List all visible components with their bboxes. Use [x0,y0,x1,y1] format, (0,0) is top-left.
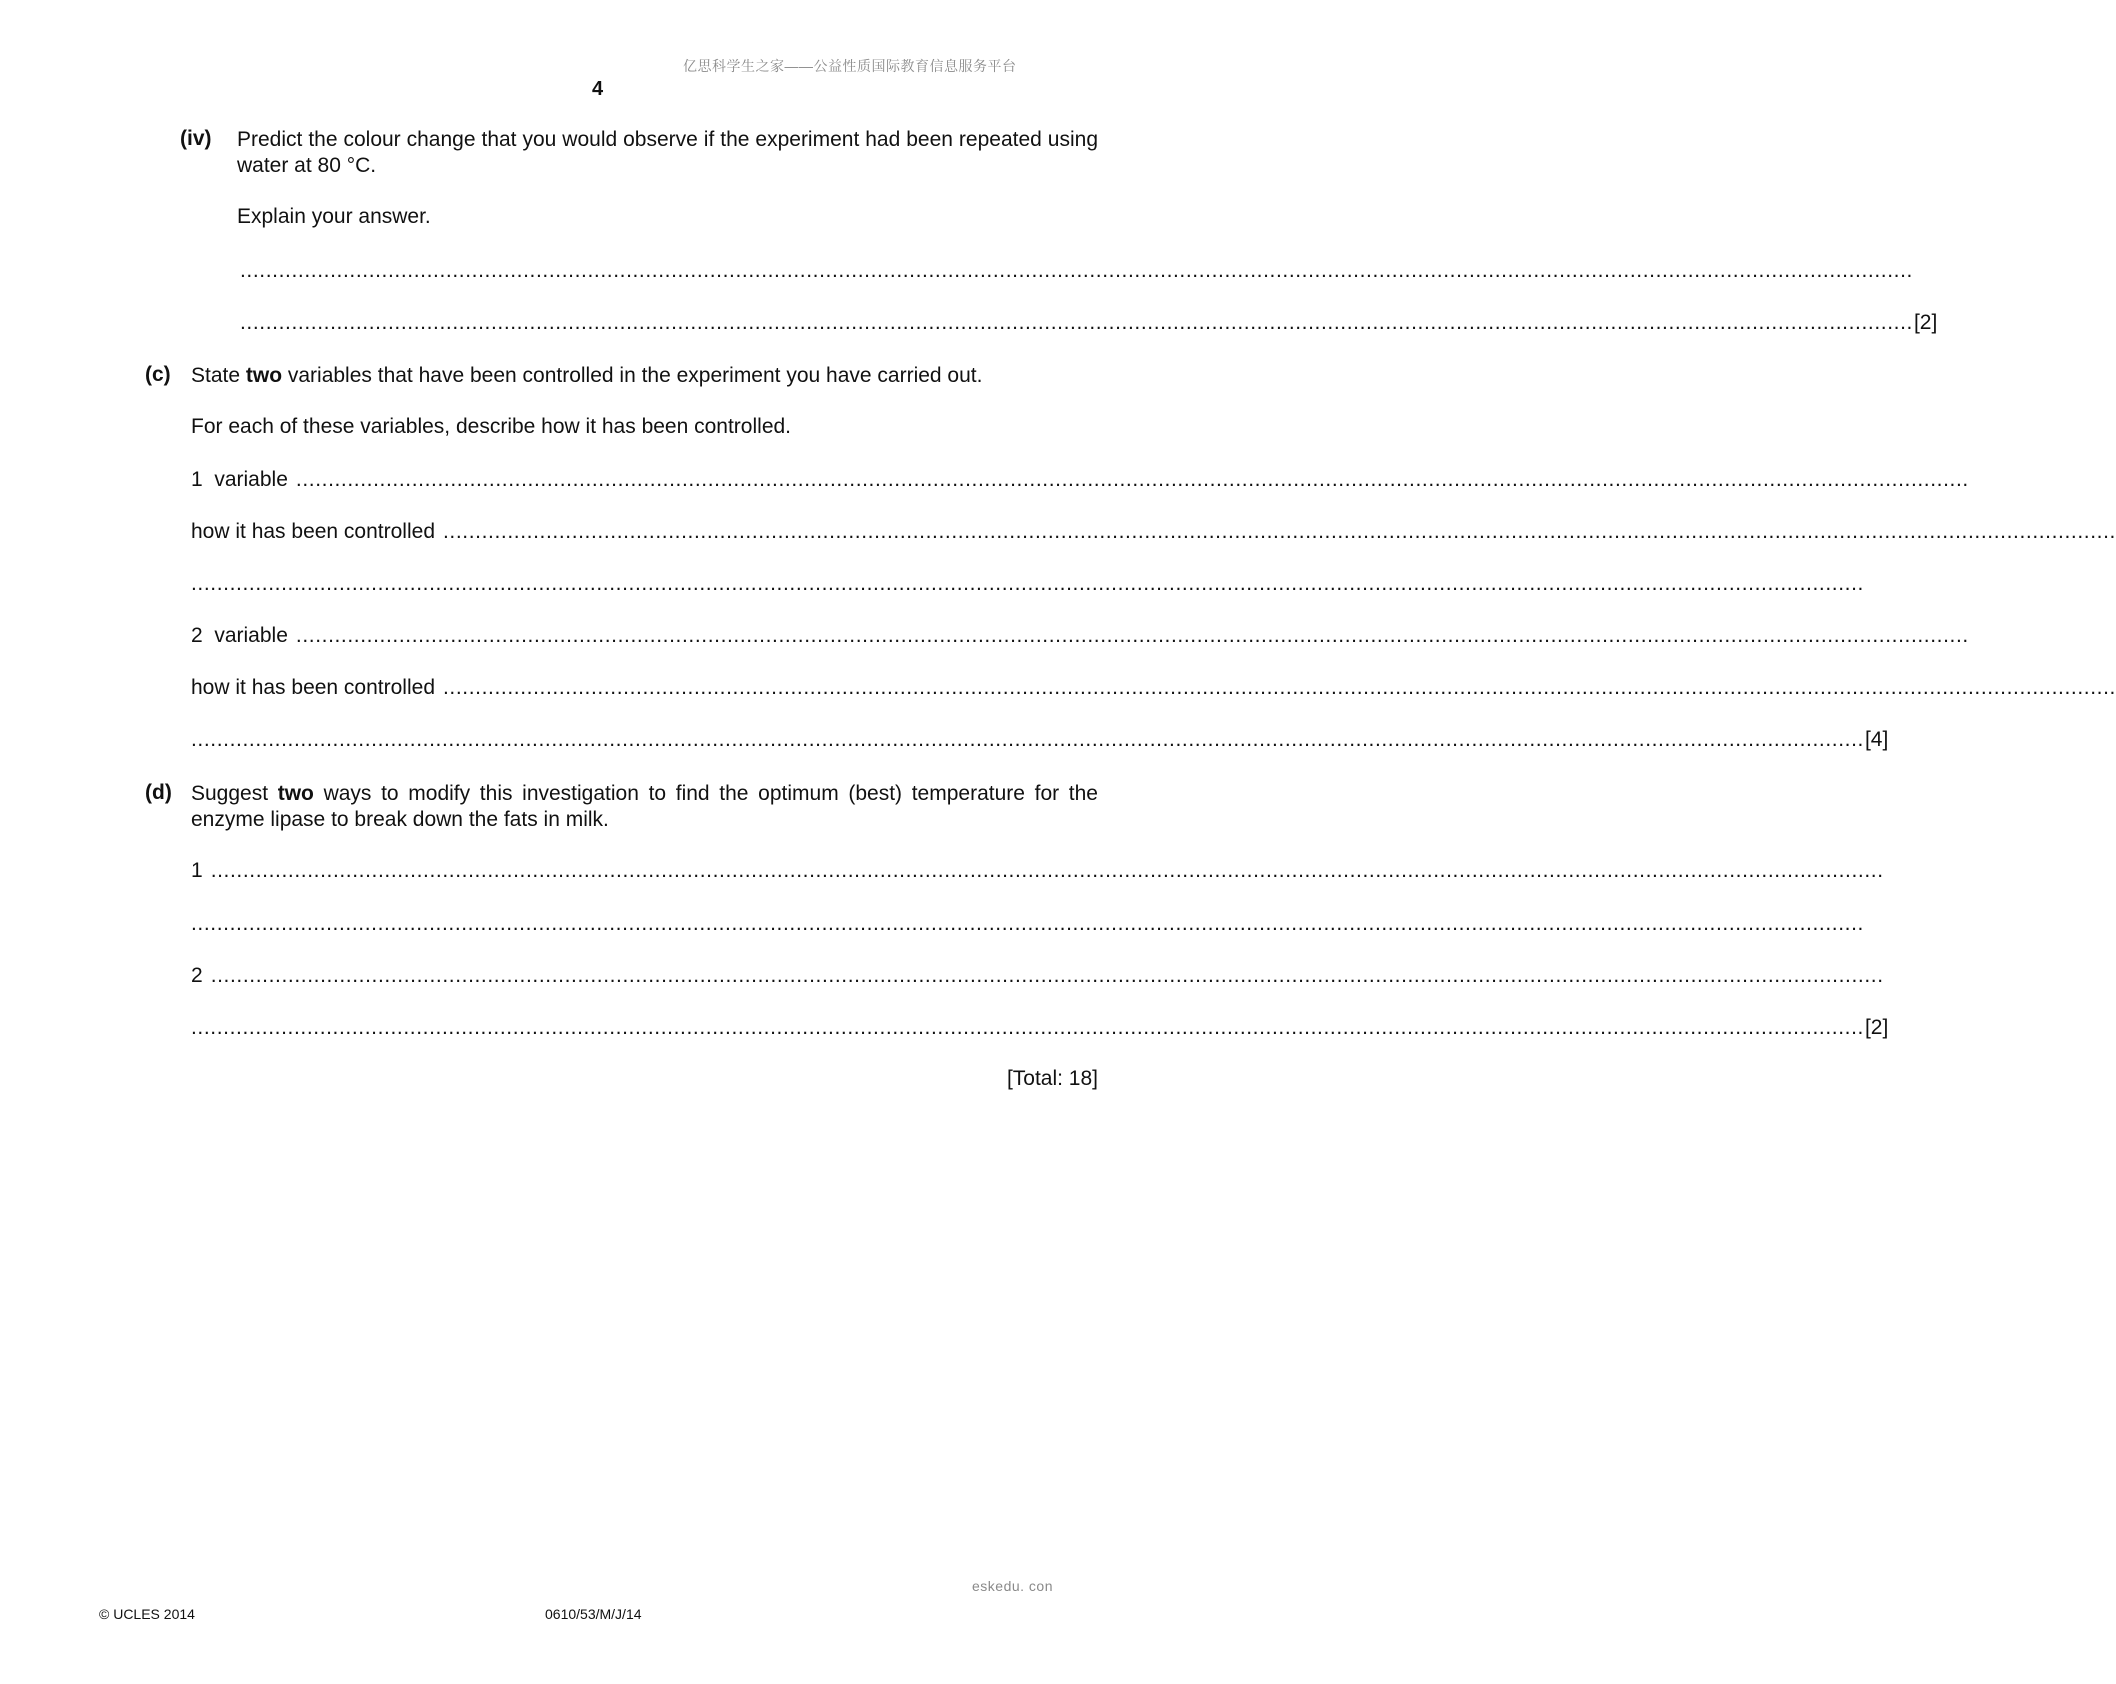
dotted-leader: .................................................................................................................................................................................................................................................................... [191,728,1864,751]
control-2-line[interactable] [191,675,2116,701]
suggestion-1-number: 1 [191,859,203,882]
answer-line[interactable] [191,571,1864,597]
dotted-leader: .................................................................................................................................................................................................................................................................... [443,520,2116,543]
page-number: 4 [592,78,604,100]
footer-site: eskedu. con [972,1578,1053,1594]
dotted-leader: .................................................................................................................................................................................................................................................................... [191,912,1864,935]
dotted-leader: .................................................................................................................................................................................................................................................................... [191,572,1864,595]
part-d-label: (d) [145,781,172,804]
variable-1-line[interactable] [191,467,1969,493]
suggestion-2-line[interactable] [191,963,1884,989]
dotted-leader: .................................................................................................................................................................................................................................................................... [210,964,1884,987]
answer-line[interactable] [191,727,1889,753]
mark-allocation: [4] [1864,728,1889,751]
mark-allocation: [2] [1913,311,1938,334]
dotted-leader: .................................................................................................................................................................................................................................................................... [240,259,1913,282]
dotted-leader: .................................................................................................................................................................................................................................................................... [295,624,1969,647]
variable-2-line[interactable] [191,623,1969,649]
control-1-line[interactable] [191,519,2116,545]
part-d-question: Suggest two ways to modify this investigation to find the optimum (best) temperature for the enzyme lipase to break down the fats in milk. [191,782,1098,831]
answer-line[interactable] [240,258,1913,284]
part-c-instruction: For each of these variables, describe how it has been controlled. [191,415,792,438]
suggestion-1-line[interactable] [191,858,1884,884]
part-c-label: (c) [145,363,171,386]
dotted-leader: .................................................................................................................................................................................................................................................................... [210,859,1884,882]
dotted-leader: .................................................................................................................................................................................................................................................................... [240,311,1913,334]
control-1-label: how it has been controlled [191,520,435,543]
control-2-label: how it has been controlled [191,676,435,699]
watermark-text: 亿思科学生之家——公益性质国际教育信息服务平台 [683,58,1017,74]
variable-2-label: 2 variable [191,624,288,647]
suggestion-2-number: 2 [191,964,203,987]
answer-line[interactable] [240,310,1938,336]
variable-1-label: 1 variable [191,468,288,491]
part-c-question: State two variables that have been controlled in the experiment you have carried out. [191,364,983,387]
mark-allocation: [2] [1864,1016,1889,1039]
part-iv-label: (iv) [180,127,212,150]
footer-copyright: © UCLES 2014 [99,1606,195,1622]
footer-paper-code: 0610/53/M/J/14 [545,1606,642,1622]
part-iv-instruction: Explain your answer. [237,205,431,228]
dotted-leader: .................................................................................................................................................................................................................................................................... [191,1016,1864,1039]
answer-line[interactable] [191,1015,1889,1041]
answer-line[interactable] [191,911,1864,937]
part-iv-question: Predict the colour change that you would observe if the experiment had been repeated using water at 80 °C. [237,128,1098,177]
dotted-leader: .................................................................................................................................................................................................................................................................... [443,676,2116,699]
total-marks: [Total: 18] [1006,1067,1098,1090]
dotted-leader: .................................................................................................................................................................................................................................................................... [295,468,1969,491]
